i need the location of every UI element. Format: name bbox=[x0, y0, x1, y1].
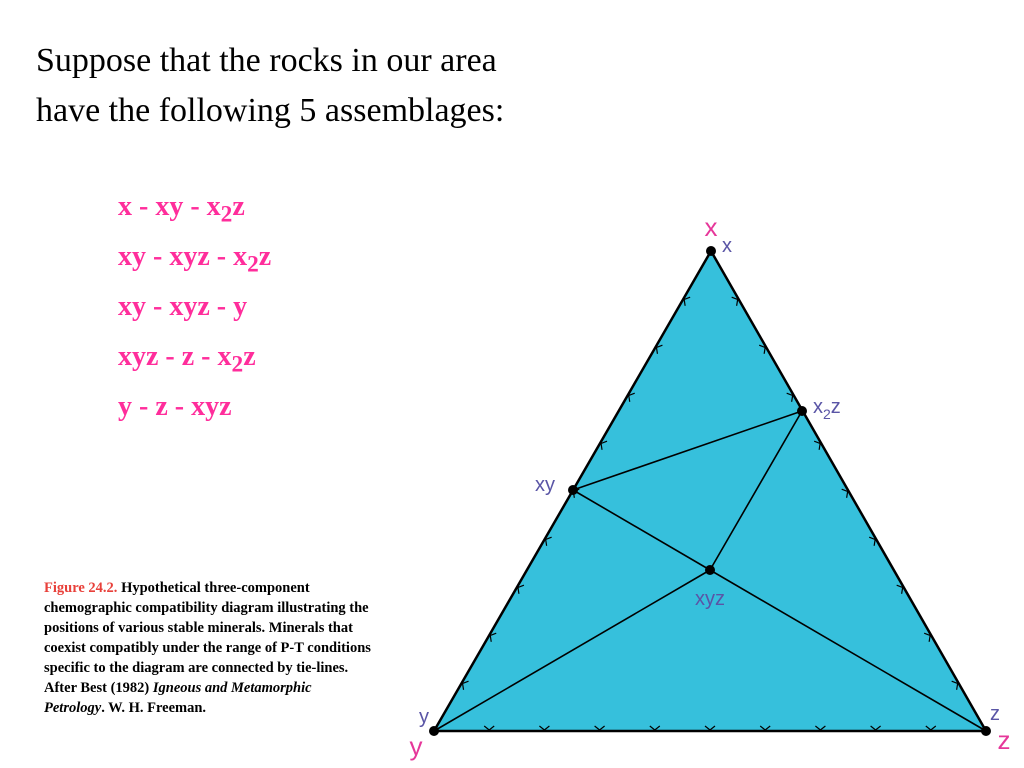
intro-text: Suppose that the rocks in our area have the following 5 assemblages: bbox=[36, 42, 505, 129]
point-label-x2z-sub: 2 bbox=[823, 406, 831, 422]
point-x2z bbox=[797, 406, 807, 416]
assemblage-text: xy - xyz - x bbox=[118, 241, 248, 272]
point-y bbox=[429, 726, 439, 736]
assemblage-subscript: 2 bbox=[220, 201, 233, 228]
assemblage-text: xyz - z - x bbox=[118, 341, 232, 372]
assemblage-text-end: z bbox=[232, 191, 245, 222]
point-label-z: z bbox=[990, 703, 1000, 725]
point-label-x2z-tail: z bbox=[830, 396, 841, 418]
point-x bbox=[706, 246, 716, 256]
assemblage-text-end: z bbox=[243, 341, 256, 372]
corner-label-y: y bbox=[409, 731, 423, 761]
corner-label-z: z bbox=[997, 725, 1011, 755]
caption-italic-title: Igneous and Metamorphic Petrology bbox=[44, 680, 312, 716]
ternary-triangle bbox=[434, 251, 986, 731]
assemblage-subscript: 2 bbox=[247, 251, 259, 278]
point-label-x2z-base: x bbox=[813, 396, 823, 418]
point-label-x: x bbox=[722, 235, 732, 257]
caption-lead: Figure 24.2. bbox=[44, 580, 118, 596]
point-label-x2z bbox=[813, 396, 841, 422]
assemblage-subscript: 2 bbox=[231, 351, 244, 378]
caption-body: Hypothetical three-component chemographic compatibility diagram illustrating the positions of various stable minerals. Minerals that coexist compatibly under the range of P-T conditions specific to the diagram are connected by tie-lines. After Best (1982) bbox=[44, 580, 371, 696]
assemblage-text: x - xy - x bbox=[118, 191, 221, 222]
point-label-xy: xy bbox=[535, 474, 555, 496]
assemblage-text: y - z - xyz bbox=[118, 391, 232, 422]
caption-tail: . W. H. Freeman. bbox=[101, 700, 207, 716]
point-label-xyz: xyz bbox=[695, 588, 725, 610]
point-label-y: y bbox=[419, 706, 429, 728]
assemblage-text: xy - xyz - y bbox=[118, 291, 248, 322]
corner-label-x: x bbox=[704, 212, 718, 242]
point-xyz bbox=[705, 565, 715, 575]
assemblage-text-end: z bbox=[258, 241, 272, 272]
point-xy bbox=[568, 485, 578, 495]
point-z bbox=[981, 726, 991, 736]
